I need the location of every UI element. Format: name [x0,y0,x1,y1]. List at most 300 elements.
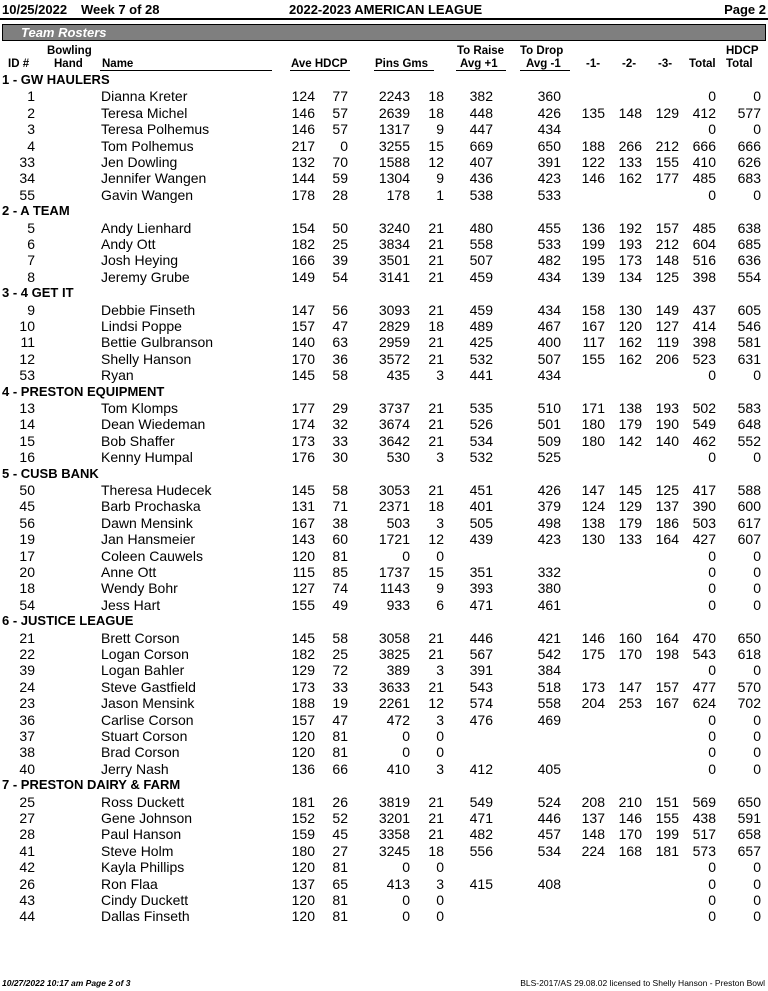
player-games: 12 [428,695,444,712]
hdcp-total: 0 [753,564,761,580]
player-handicap: 58 [332,367,348,384]
player-id: 42 [19,859,35,876]
to-raise-avg: 476 [469,711,493,728]
player-name: Brad Corson [101,744,180,761]
player-row [0,597,768,613]
to-raise-avg: 549 [469,793,493,810]
player-id: 53 [19,367,35,384]
hdcp-total: 0 [753,186,761,203]
game1-score: 180 [581,416,605,433]
player-id: 44 [19,908,35,925]
game3-score: 119 [656,334,679,351]
player-pins: 3053 [378,482,410,498]
player-pins: 3819 [378,793,410,810]
player-id: 37 [19,728,35,744]
to-drop-avg: 426 [537,482,561,498]
player-average: 166 [291,252,315,269]
player-handicap: 38 [332,514,348,531]
to-raise-avg: 459 [469,301,493,318]
to-drop-avg: 332 [537,564,561,580]
player-row [0,449,768,465]
to-raise-avg: 505 [469,514,493,531]
to-raise-avg: 451 [469,482,493,498]
game1-score: 117 [582,334,605,351]
player-handicap: 77 [332,88,348,105]
series-total: 604 [692,236,716,252]
player-games: 1 [436,186,444,203]
player-name: Stuart Corson [101,728,188,744]
to-raise-avg: 447 [469,121,493,138]
player-pins: 0 [402,859,410,876]
player-pins: 0 [402,728,410,744]
player-average: 145 [291,367,315,384]
player-name: Bettie Gulbranson [101,334,214,351]
hdcp-total: 702 [737,695,761,712]
player-row [0,695,768,711]
col-total: Total [689,58,716,70]
player-name: Gene Johnson [101,810,193,826]
series-total: 417 [692,482,716,498]
series-total: 0 [708,580,716,597]
game2-score: 173 [618,252,642,269]
player-average: 137 [291,875,315,892]
to-raise-avg: 482 [469,826,493,843]
player-average: 145 [291,482,315,498]
player-handicap: 26 [332,793,348,810]
player-handicap: 81 [332,547,348,564]
player-games: 0 [436,859,444,876]
player-name: Theresa Hudecek [101,482,212,498]
series-total: 485 [692,219,716,236]
game2-score: 162 [618,170,642,187]
game2-score: 179 [618,514,642,531]
to-raise-avg: 489 [469,318,493,334]
to-drop-avg: 518 [537,678,561,695]
week-label: Week 7 of 28 [81,2,160,17]
hdcp-total: 570 [737,678,761,695]
game3-score: 206 [655,350,679,367]
player-pins: 178 [386,186,410,203]
game1-score: 137 [581,810,605,826]
to-drop-avg: 434 [537,268,561,285]
player-id: 9 [27,301,35,318]
player-games: 21 [428,400,444,416]
player-handicap: 58 [332,482,348,498]
to-raise-avg: 471 [469,596,493,613]
game2-score: 134 [618,268,642,285]
player-pins: 0 [402,908,410,925]
player-row [0,367,768,383]
player-pins: 413 [386,875,410,892]
game1-score: 136 [581,219,605,236]
player-row [0,744,768,760]
player-id: 43 [19,892,35,908]
player-pins: 3245 [378,842,410,859]
player-pins: 530 [386,449,410,466]
player-games: 18 [428,318,444,334]
player-handicap: 0 [340,137,348,154]
to-drop-avg: 434 [537,121,561,138]
hdcp-total: 0 [753,711,761,728]
to-drop-avg: 467 [537,318,561,334]
player-handicap: 57 [332,121,348,138]
player-handicap: 85 [332,564,348,580]
col-id: ID # [8,58,30,70]
player-id: 15 [19,432,35,449]
game2-score: 168 [618,842,642,859]
player-pins: 435 [386,367,410,384]
player-id: 28 [19,826,35,843]
to-drop-avg: 533 [537,236,561,252]
player-name: Ross Duckett [101,793,185,810]
player-average: 157 [291,318,315,334]
player-row [0,859,768,875]
player-handicap: 54 [332,268,348,285]
player-handicap: 81 [332,744,348,761]
player-row [0,728,768,744]
player-row [0,892,768,908]
player-name: Ryan [101,367,134,384]
to-raise-avg: 351 [469,564,493,580]
series-total: 0 [708,908,716,925]
game2-score: 142 [618,432,642,449]
team-header: 7 - PRESTON DAIRY & FARM [2,777,181,793]
player-handicap: 33 [332,432,348,449]
player-pins: 3633 [378,678,410,695]
series-total: 573 [692,842,716,859]
game3-score: 186 [655,514,679,531]
to-raise-avg: 567 [469,646,493,662]
to-drop-avg: 423 [537,170,561,187]
hdcp-total: 648 [737,416,761,433]
hdcp-total: 600 [737,498,761,515]
col-pins-gms: Pins Gms [375,58,429,70]
player-average: 136 [291,760,315,777]
series-total: 412 [692,104,716,121]
hdcp-total: 631 [737,350,761,367]
hdcp-total: 638 [737,219,761,236]
player-average: 127 [291,580,315,597]
series-total: 0 [708,186,716,203]
player-average: 155 [291,596,315,613]
series-total: 0 [708,88,716,105]
to-drop-avg: 498 [537,514,561,531]
player-average: 149 [291,268,315,285]
game2-score: 148 [618,104,642,121]
series-total: 410 [692,154,716,170]
player-name: Teresa Michel [101,104,188,121]
to-raise-avg: 412 [469,760,493,777]
game3-score: 155 [655,154,679,170]
to-drop-avg: 510 [537,400,561,416]
player-row [0,810,768,826]
player-handicap: 28 [332,186,348,203]
hdcp-total: 0 [753,662,761,679]
player-games: 3 [436,449,444,466]
player-handicap: 72 [332,662,348,679]
game2-score: 193 [618,236,642,252]
player-name: Anne Ott [101,564,157,580]
game3-score: 137 [655,498,679,515]
player-name: Jen Dowling [101,154,178,170]
hdcp-total: 581 [737,334,761,351]
player-pins: 2261 [378,695,410,712]
game1-score: 158 [581,301,605,318]
player-games: 21 [428,678,444,695]
player-id: 5 [27,219,35,236]
team-header: 2 - A TEAM [2,203,70,219]
player-name: Wendy Bohr [101,580,178,597]
player-average: 143 [291,531,315,548]
player-pins: 472 [386,711,410,728]
player-row [0,646,768,662]
player-pins: 1737 [378,564,410,580]
player-name: Andy Lienhard [101,219,192,236]
player-handicap: 50 [332,219,348,236]
player-pins: 3093 [378,301,410,318]
game2-score: 192 [618,219,642,236]
game1-score: 175 [581,646,605,662]
col-game2: -2- [622,58,637,70]
player-games: 9 [436,580,444,597]
game1-score: 188 [581,137,605,154]
series-total: 523 [692,350,716,367]
player-row [0,548,768,564]
player-games: 3 [436,367,444,384]
player-handicap: 25 [332,646,348,662]
game2-score: 133 [618,531,642,548]
game3-score: 199 [655,826,679,843]
series-total: 549 [692,416,716,433]
player-games: 21 [428,482,444,498]
game1-score: 199 [581,236,605,252]
game3-score: 164 [655,531,679,548]
game1-score: 146 [581,170,605,187]
player-games: 18 [428,88,444,105]
hdcp-total: 577 [737,104,761,121]
pins-underline [374,70,434,71]
player-average: 120 [291,547,315,564]
player-pins: 0 [402,547,410,564]
game1-score: 224 [581,842,605,859]
to-raise-avg: 534 [469,432,493,449]
to-drop-avg: 455 [537,219,561,236]
game1-score: 204 [581,695,605,712]
game1-score: 195 [581,252,605,269]
hdcp-total: 552 [737,432,761,449]
to-drop-avg: 533 [537,186,561,203]
series-total: 0 [708,760,716,777]
player-pins: 3058 [378,629,410,646]
game2-score: 146 [618,810,642,826]
game3-score: 198 [655,646,679,662]
player-id: 13 [19,400,35,416]
player-row [0,187,768,203]
player-name: Debbie Finseth [101,301,196,318]
player-pins: 3642 [378,432,410,449]
player-name: Teresa Polhemus [101,121,210,138]
player-average: 173 [291,678,315,695]
col-game1: -1- [586,58,601,70]
player-average: 120 [291,744,315,761]
player-handicap: 52 [332,810,348,826]
series-total: 0 [708,564,716,580]
series-total: 543 [692,646,716,662]
game1-score: 148 [581,826,605,843]
ave-underline [290,70,350,71]
player-pins: 3737 [378,400,410,416]
player-handicap: 49 [332,596,348,613]
player-row [0,531,768,547]
player-average: 157 [291,711,315,728]
player-id: 33 [19,154,35,170]
player-pins: 3501 [378,252,410,269]
raise-underline [456,70,506,71]
player-id: 34 [19,170,35,187]
series-total: 390 [692,498,716,515]
game1-score: 146 [581,629,605,646]
player-handicap: 81 [332,908,348,925]
to-drop-avg: 501 [537,416,561,433]
player-name: Jennifer Wangen [101,170,207,187]
col-to-drop: To Drop [520,45,564,57]
hdcp-total: 618 [737,646,761,662]
player-average: 120 [291,859,315,876]
player-name: Brett Corson [101,629,180,646]
series-total: 517 [692,826,716,843]
to-raise-avg: 415 [469,875,493,892]
series-total: 0 [708,121,716,138]
player-handicap: 29 [332,400,348,416]
player-name: Ron Flaa [101,875,158,892]
to-raise-avg: 393 [469,580,493,597]
series-total: 438 [692,810,716,826]
player-handicap: 81 [332,859,348,876]
player-name: Lindsi Poppe [101,318,182,334]
hdcp-total: 0 [753,892,761,908]
player-games: 21 [428,416,444,433]
game2-score: 162 [618,334,642,351]
player-name: Dean Wiedeman [101,416,206,433]
player-games: 3 [436,760,444,777]
game3-score: 157 [655,219,679,236]
player-name: Bob Shaffer [101,432,175,449]
player-pins: 1317 [378,121,410,138]
game1-score: 135 [581,104,605,121]
hdcp-total: 0 [753,859,761,876]
player-row [0,564,768,580]
game2-score: 210 [618,793,642,810]
to-raise-avg: 526 [469,416,493,433]
report-date: 10/25/2022 [2,2,68,17]
player-games: 18 [428,104,444,121]
series-total: 0 [708,596,716,613]
game1-score: 138 [581,514,605,531]
player-average: 120 [291,892,315,908]
player-games: 3 [436,514,444,531]
player-games: 3 [436,662,444,679]
player-pins: 3141 [378,268,410,285]
player-id: 40 [19,760,35,777]
hdcp-total: 605 [737,301,761,318]
player-handicap: 60 [332,531,348,548]
hdcp-total: 658 [737,826,761,843]
player-row [0,761,768,777]
player-games: 21 [428,810,444,826]
player-games: 21 [428,268,444,285]
player-handicap: 27 [332,842,348,859]
hdcp-total: 0 [753,547,761,564]
game1-score: 180 [581,432,605,449]
game3-score: 177 [655,170,679,187]
player-name: Barb Prochaska [101,498,201,515]
player-pins: 3201 [378,810,410,826]
player-row [0,679,768,695]
hdcp-total: 617 [737,514,761,531]
player-pins: 933 [386,596,410,613]
hdcp-total: 650 [737,629,761,646]
player-average: 188 [291,695,315,712]
player-games: 0 [436,547,444,564]
player-average: 147 [291,301,315,318]
player-average: 181 [291,793,315,810]
player-games: 9 [436,121,444,138]
player-handicap: 56 [332,301,348,318]
player-row [0,302,768,318]
player-name: Coleen Cauwels [101,547,203,564]
hdcp-total: 607 [737,531,761,548]
player-average: 173 [291,432,315,449]
player-pins: 2639 [378,104,410,121]
player-name: Gavin Wangen [101,186,194,203]
license-note: BLS-2017/AS 29.08.02 licensed to Shelly Hanson - Preston Bowl [520,978,765,988]
player-average: 145 [291,629,315,646]
hdcp-total: 0 [753,449,761,466]
to-raise-avg: 574 [469,695,493,712]
to-raise-avg: 669 [469,137,493,154]
hdcp-total: 546 [737,318,761,334]
player-games: 0 [436,892,444,908]
player-pins: 2243 [378,88,410,105]
player-name: Jeremy Grube [101,268,190,285]
to-drop-avg: 380 [537,580,561,597]
to-drop-avg: 400 [537,334,561,351]
player-pins: 3240 [378,219,410,236]
player-average: 131 [291,498,315,515]
game1-score: 171 [581,400,605,416]
player-id: 45 [19,498,35,515]
player-id: 20 [19,564,35,580]
player-average: 170 [291,350,315,367]
to-raise-avg: 558 [469,236,493,252]
to-raise-avg: 391 [469,662,493,679]
game2-score: 147 [618,678,642,695]
player-name: Dianna Kreter [101,88,188,105]
player-row [0,318,768,334]
player-handicap: 57 [332,104,348,121]
player-id: 55 [19,186,35,203]
series-total: 0 [708,875,716,892]
to-raise-avg: 532 [469,350,493,367]
game3-score: 157 [655,678,679,695]
game2-score: 145 [618,482,642,498]
to-drop-avg: 650 [537,137,561,154]
hdcp-total: 0 [753,875,761,892]
player-name: Jerry Nash [101,760,169,777]
player-games: 15 [428,564,444,580]
series-total: 624 [692,695,716,712]
print-stamp: 10/27/2022 10:17 am Page 2 of 3 [2,978,131,988]
